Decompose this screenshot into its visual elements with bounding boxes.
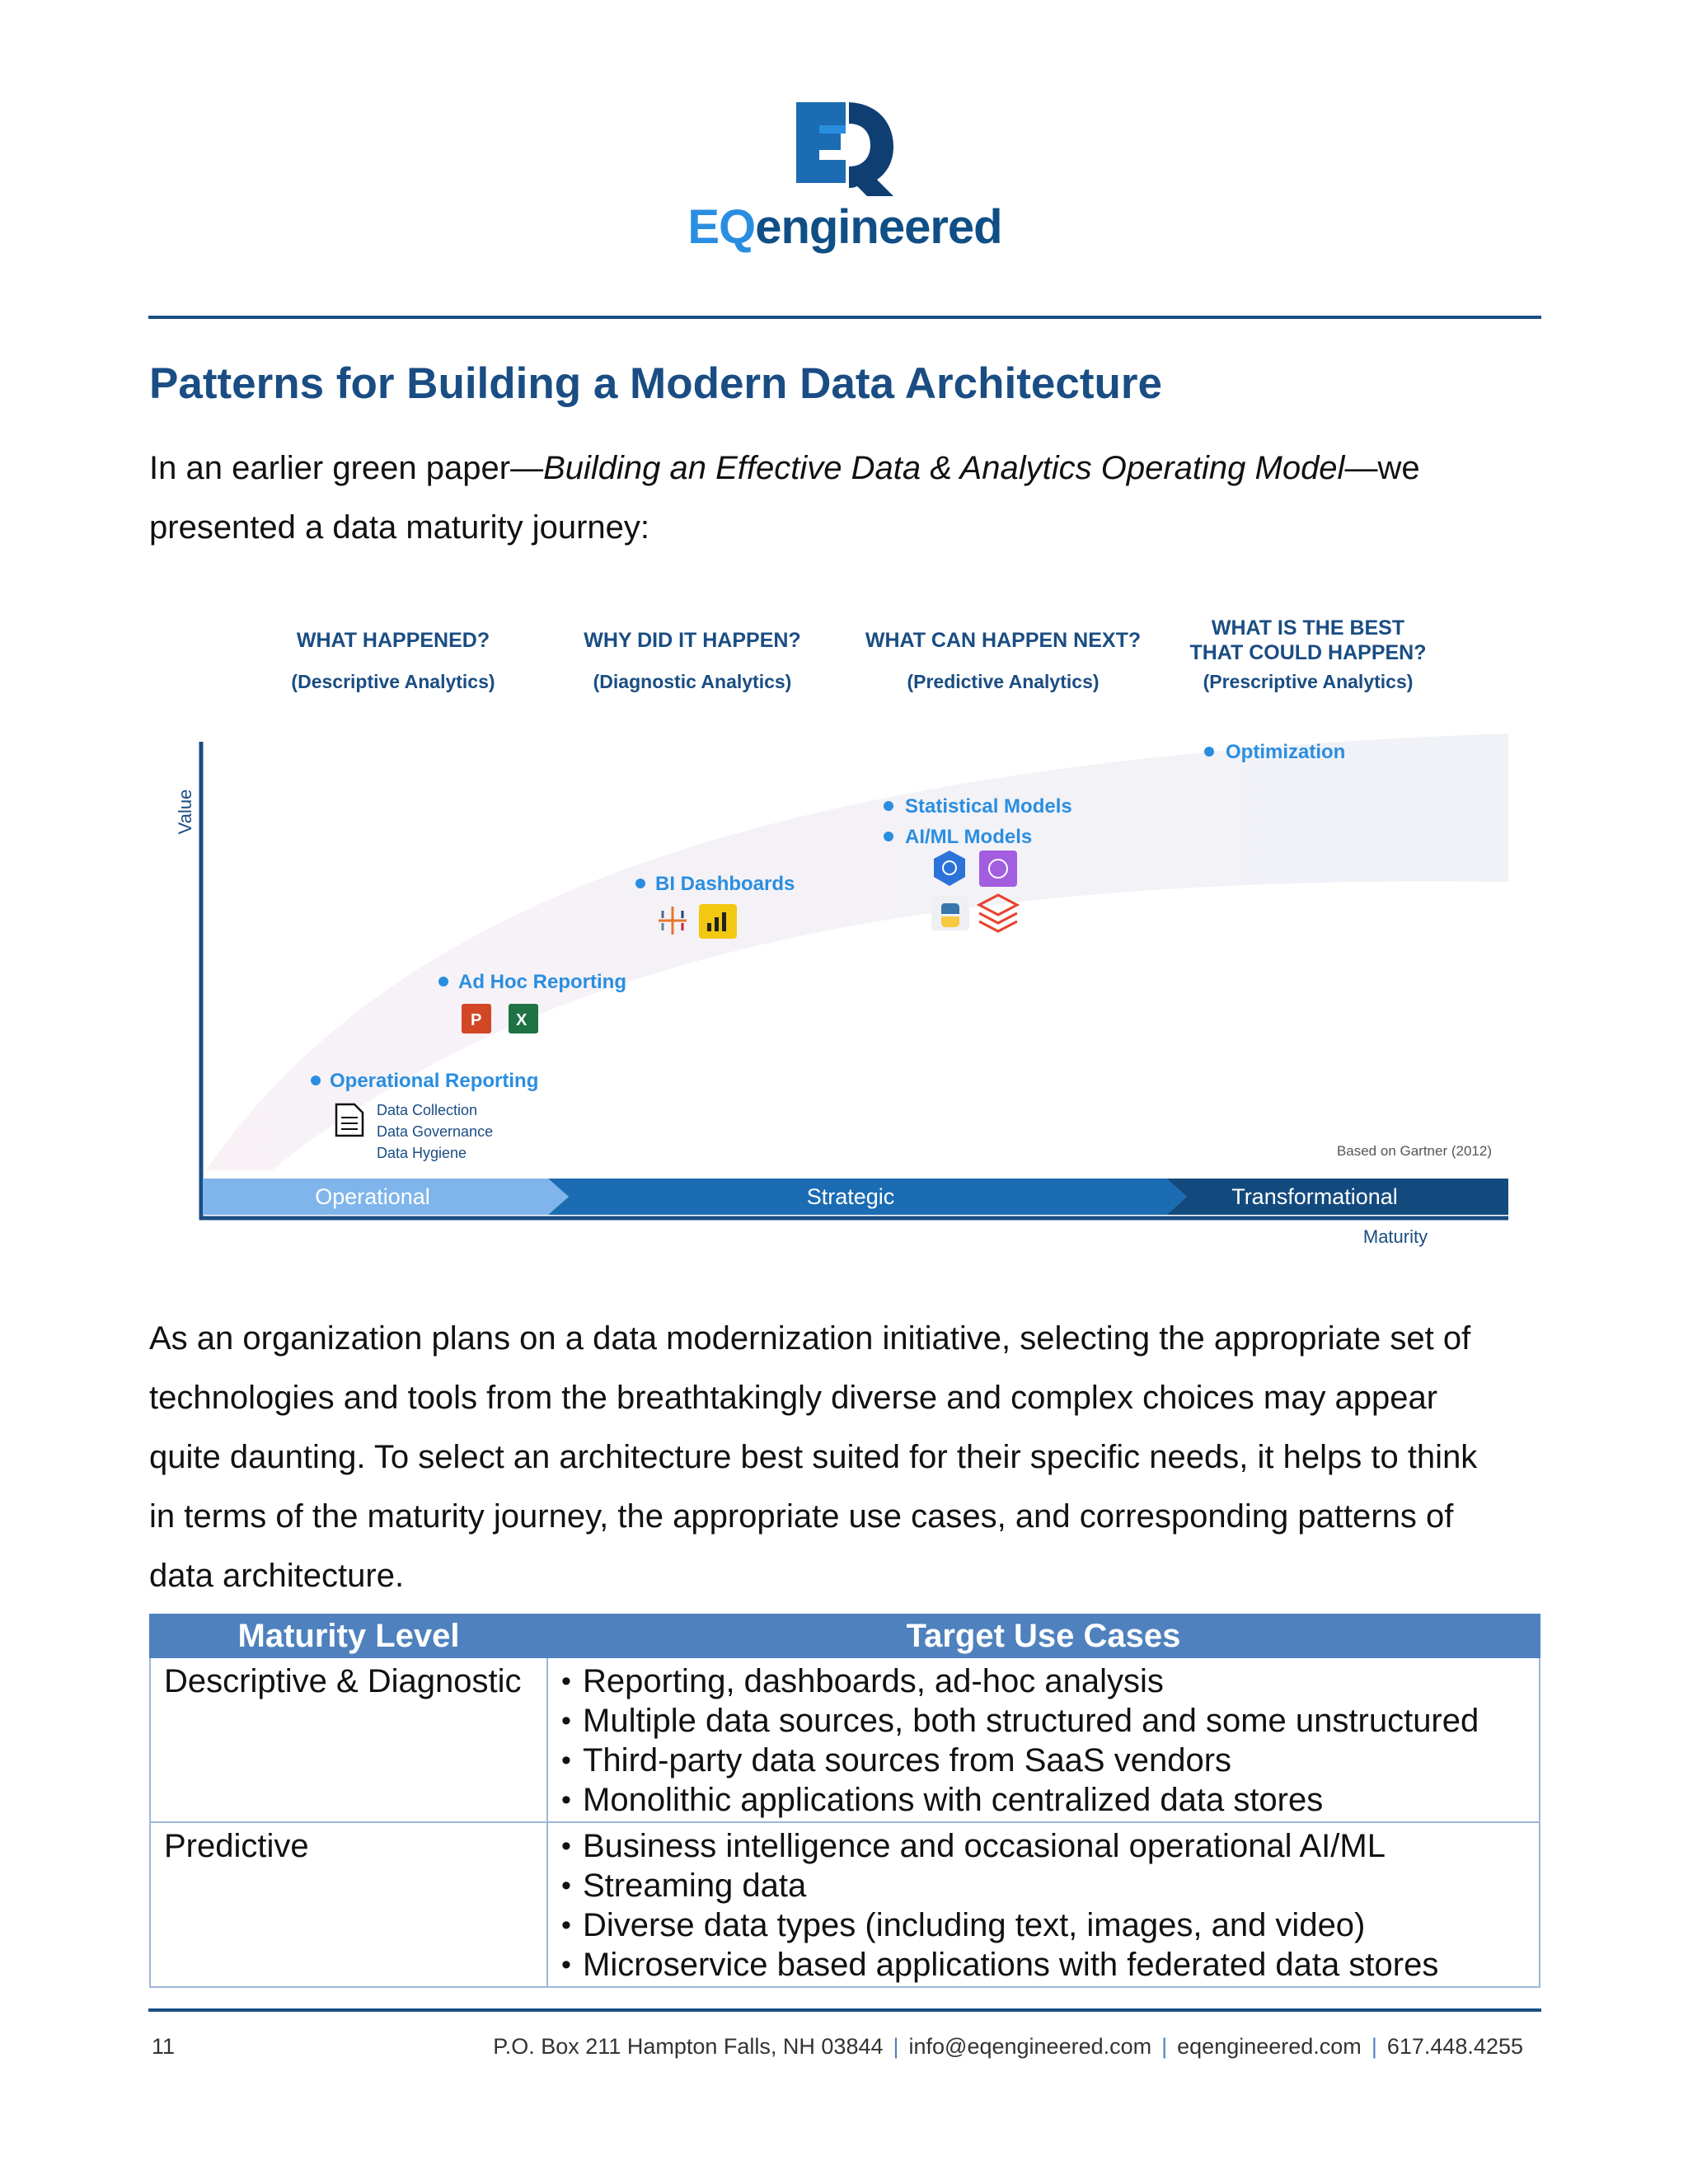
milestone-dot-operational-reporting bbox=[311, 1076, 321, 1085]
milestone-aiml-models: AI/ML Models bbox=[905, 826, 1033, 848]
milestone-operational-reporting: Operational Reporting bbox=[330, 1070, 539, 1092]
use-cases-cell bbox=[547, 1657, 1540, 1822]
use-case-item: • Business intelligence and occasional operational AI/ML bbox=[561, 1826, 1526, 1866]
stage-4-question: WHAT IS THE BEST bbox=[1211, 616, 1405, 640]
footer-separator: | bbox=[1371, 2034, 1377, 2059]
stage-4-kind: (Prescriptive Analytics) bbox=[1203, 671, 1414, 692]
sagemaker-icon bbox=[979, 851, 1017, 887]
op-item-data-governance: Data Governance bbox=[377, 1123, 494, 1140]
body-line: technologies and tools from the breathtakingly diverse and complex choices may appear bbox=[149, 1380, 1438, 1416]
data-maturity-chart bbox=[157, 577, 1517, 1269]
footer-address: P.O. Box 211 Hampton Falls, NH 03844 bbox=[493, 2034, 884, 2059]
eq-logo-mark bbox=[791, 97, 898, 196]
source-note: Based on Gartner (2012) bbox=[1336, 1143, 1492, 1159]
footer-email[interactable]: info@eqengineered.com bbox=[908, 2034, 1152, 2059]
tableau-icon bbox=[659, 907, 687, 935]
stage-2-question: WHY DID IT HAPPEN? bbox=[584, 629, 801, 652]
op-item-data-hygiene: Data Hygiene bbox=[377, 1145, 467, 1161]
document-icon bbox=[336, 1104, 363, 1136]
milestone-optimization: Optimization bbox=[1226, 741, 1346, 763]
use-case-item: • Third-party data sources from SaaS vendors bbox=[561, 1741, 1526, 1780]
stage-3-kind: (Predictive Analytics) bbox=[907, 671, 1100, 692]
x-axis-label: Maturity bbox=[1362, 1226, 1428, 1247]
brand-eq: EQ bbox=[687, 200, 756, 254]
use-case-item: • Reporting, dashboards, ad-hoc analysis bbox=[561, 1661, 1526, 1701]
use-case-list bbox=[561, 1661, 1526, 1820]
stage-1-kind: (Descriptive Analytics) bbox=[291, 671, 495, 692]
maturity-level-cell: Descriptive & Diagnostic bbox=[150, 1657, 547, 1822]
maturity-level-cell: Predictive bbox=[150, 1822, 547, 1987]
body-line: in terms of the maturity journey, the appropriate use cases, and corresponding patterns of bbox=[149, 1498, 1454, 1535]
use-cases-cell bbox=[547, 1822, 1540, 1987]
page-number: 11 bbox=[152, 2034, 176, 2059]
footer-divider bbox=[148, 2008, 1541, 2012]
stage-2-kind: (Diagnostic Analytics) bbox=[593, 671, 792, 692]
brand-rest: engineered bbox=[755, 200, 1002, 254]
page-title: Patterns for Building a Modern Data Architecture bbox=[149, 359, 1162, 408]
stage-3-question: WHAT CAN HAPPEN NEXT? bbox=[865, 629, 1142, 652]
table-row bbox=[150, 1657, 1540, 1822]
body-line: quite daunting. To select an architecture best suited for their specific needs, it helps to think bbox=[149, 1439, 1478, 1475]
body-paragraph bbox=[149, 1309, 1550, 1605]
intro-before: In an earlier green paper bbox=[149, 450, 511, 486]
footer-phone: 617.448.4255 bbox=[1386, 2034, 1523, 2059]
python-icon bbox=[931, 896, 969, 930]
svg-text:X: X bbox=[516, 1011, 528, 1029]
phase-transformational: Transformational bbox=[1231, 1184, 1398, 1209]
footer-website[interactable]: eqengineered.com bbox=[1177, 2034, 1362, 2059]
y-axis-label: Value bbox=[175, 789, 195, 835]
use-case-item: • Microservice based applications with federated data stores bbox=[561, 1945, 1526, 1985]
body-line: data architecture. bbox=[149, 1558, 405, 1594]
use-case-table bbox=[149, 1614, 1540, 1988]
intro-paper-title: Building an Effective Data & Analytics Operating Model bbox=[543, 450, 1345, 486]
excel-icon bbox=[509, 1004, 538, 1033]
footer-separator: | bbox=[1161, 2034, 1168, 2059]
milestone-dot-aiml bbox=[884, 832, 893, 841]
footer-separator: | bbox=[893, 2034, 899, 2059]
footer-contact bbox=[493, 2034, 1523, 2060]
header-divider bbox=[148, 316, 1541, 319]
power-bi-icon bbox=[699, 904, 737, 939]
intro-line-2: presented a data maturity journey: bbox=[149, 509, 650, 546]
intro-line-1 bbox=[149, 438, 1420, 498]
use-case-item: • Multiple data sources, both structured and some unstructured bbox=[561, 1701, 1526, 1741]
brand-wordmark bbox=[676, 199, 1014, 255]
milestone-statistical-models: Statistical Models bbox=[905, 795, 1072, 818]
milestone-dot-bi bbox=[635, 879, 645, 888]
phase-operational: Operational bbox=[315, 1184, 430, 1209]
phase-strategic: Strategic bbox=[806, 1184, 895, 1209]
milestone-dot-statistical bbox=[884, 801, 893, 811]
op-item-data-collection: Data Collection bbox=[377, 1102, 478, 1118]
stage-4-question-line2: THAT COULD HAPPEN? bbox=[1189, 641, 1427, 664]
table-header-row bbox=[150, 1615, 1540, 1657]
use-case-item: • Monolithic applications with centralized data stores bbox=[561, 1780, 1526, 1820]
milestone-dot-ad-hoc bbox=[438, 977, 448, 987]
powerpoint-icon bbox=[462, 1004, 491, 1033]
use-case-item: • Diverse data types (including text, images, and video) bbox=[561, 1905, 1526, 1945]
header-maturity-level: Maturity Level bbox=[150, 1615, 547, 1657]
intro-after: —we bbox=[1344, 450, 1420, 486]
milestone-dot-optimization bbox=[1204, 747, 1214, 757]
table-row bbox=[150, 1822, 1540, 1987]
use-case-item: • Streaming data bbox=[561, 1866, 1526, 1905]
svg-text:P: P bbox=[471, 1011, 482, 1029]
milestone-bi-dashboards: BI Dashboards bbox=[655, 873, 795, 895]
header-target-use-cases: Target Use Cases bbox=[547, 1615, 1540, 1657]
stage-1-question: WHAT HAPPENED? bbox=[296, 629, 490, 652]
body-line: As an organization plans on a data modernization initiative, selecting the appropriate set of bbox=[149, 1320, 1471, 1357]
use-case-list bbox=[561, 1826, 1526, 1985]
intro-dash: — bbox=[510, 450, 544, 486]
milestone-ad-hoc-reporting: Ad Hoc Reporting bbox=[458, 971, 626, 993]
